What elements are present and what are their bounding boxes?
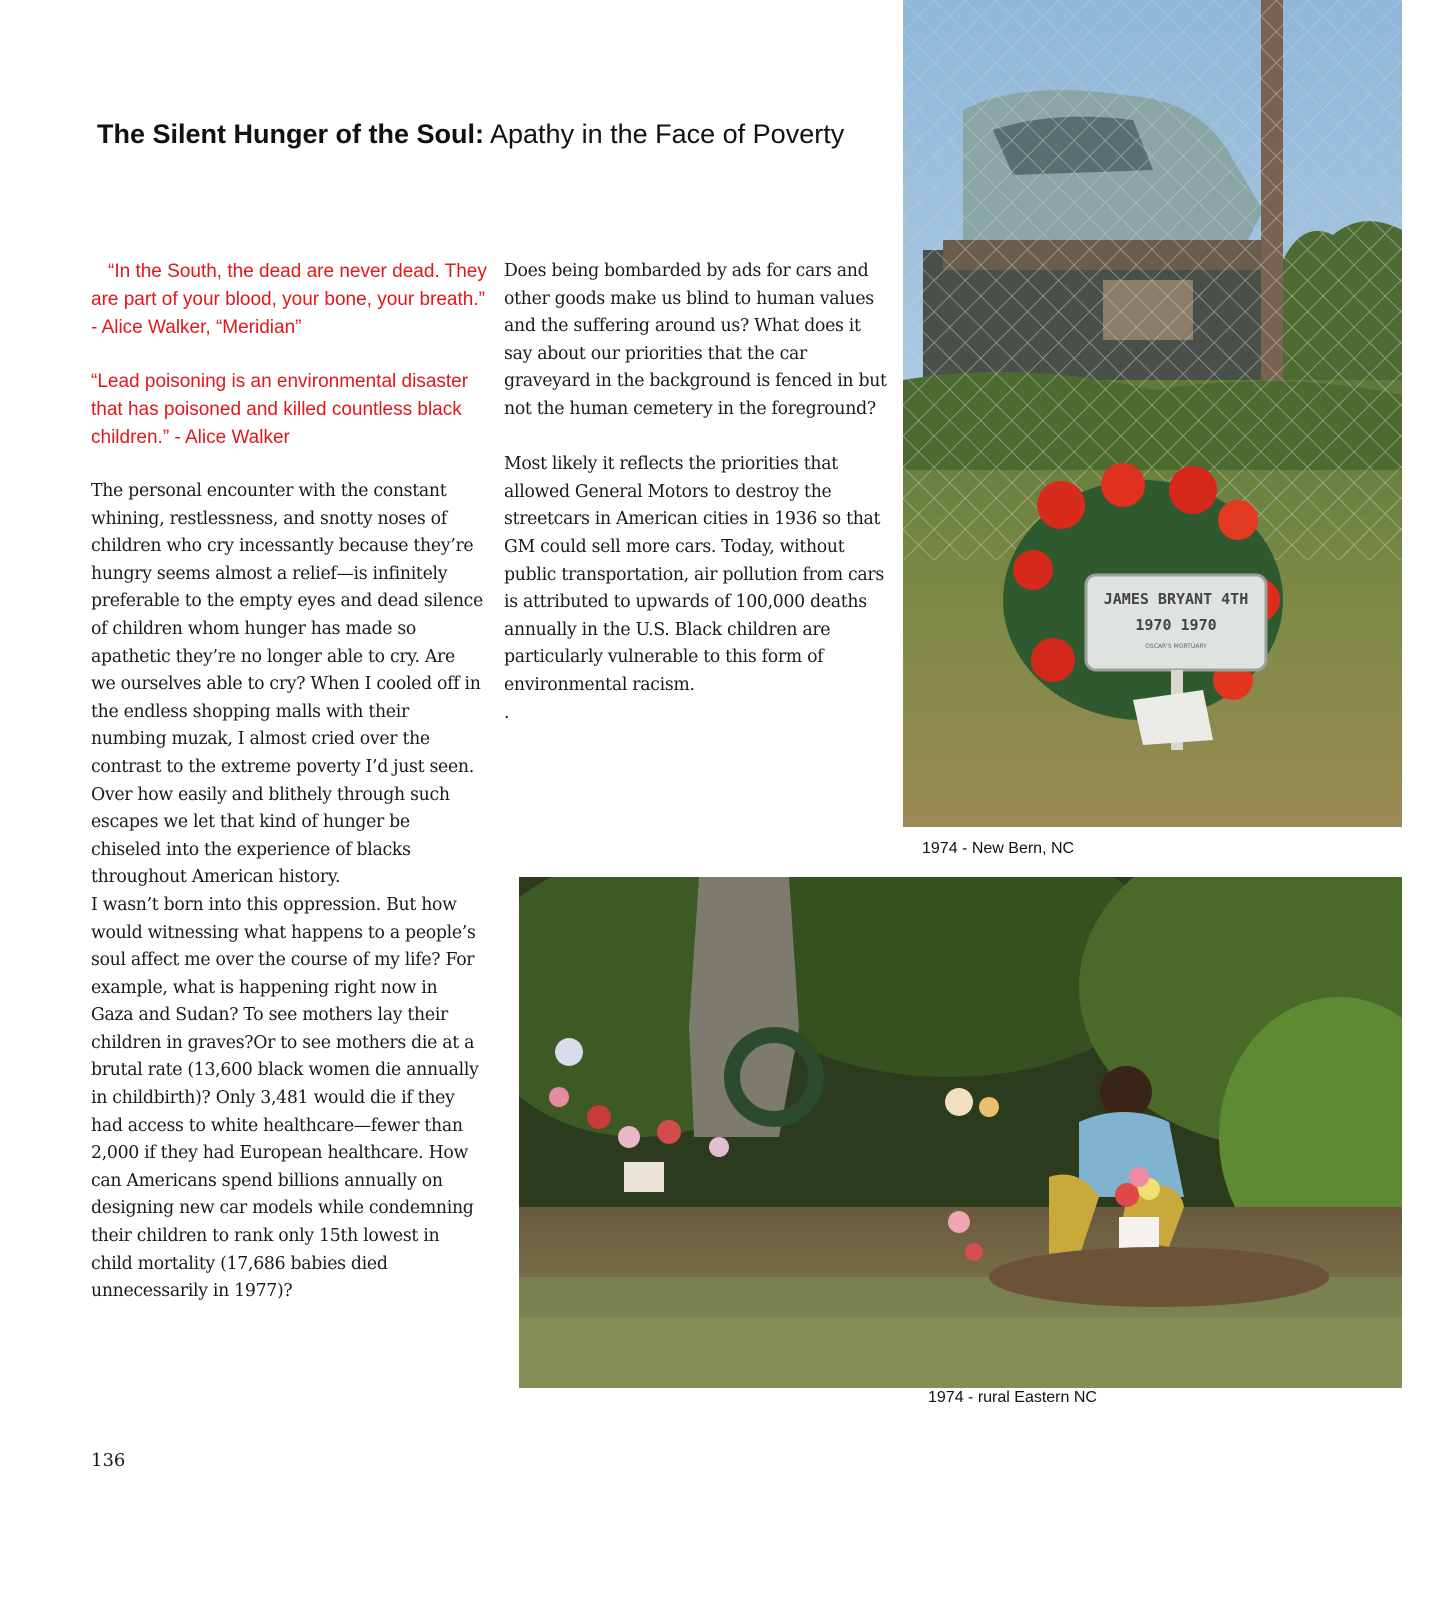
body-column-right bbox=[504, 258, 890, 727]
marker-years-text: 1970 1970 bbox=[1135, 616, 1217, 634]
marker-name-text: JAMES BRYANT 4TH bbox=[1103, 590, 1249, 608]
photo-grave-marker-new-bern bbox=[903, 0, 1402, 827]
marker-mortuary-text: OSCAR'S MORTUARY bbox=[1145, 643, 1207, 650]
body-paragraph: I wasn’t born into this oppression. But how would witnessing what happens to a people’s soul affect me over the course of my life? For example, what is happening right now in Gaza and Sudan? To see mothers lay their children in graves?Or to see mothers die at a brutal rate (13,600 black women die annually in childbirth)? Only 3,481 would die if they had access to white healthcare—fewer than 2,000 if they had European healthcare. How can Americans spend billions annually on designing new car models while condemning their children to rank only 15th lowest in child mortality (17,686 babies died unnecessarily in 1977)? bbox=[91, 894, 479, 1302]
body-paragraph-dot: . bbox=[504, 702, 510, 723]
photo-woman-at-grave bbox=[519, 877, 1402, 1388]
photo-caption-top: 1974 - New Bern, NC bbox=[922, 840, 1075, 857]
body-paragraph: Most likely it reflects the priorities that allowed General Motors to destroy the streetcars in American cities in 1936 so that GM could sell more cars. Today, without public transportation, air pollution from cars is attributed to upwards of 100,000 deaths annually in the U.S. Black children are particularly vulnerable to this form of environmental racism. bbox=[504, 454, 884, 695]
title-light-part: Apathy in the Face of Poverty bbox=[484, 119, 845, 149]
title-bold-part: The Silent Hunger of the Soul: bbox=[97, 119, 484, 149]
page-title bbox=[97, 117, 897, 151]
body-paragraph: The personal encounter with the constant whining, restlessness, and snotty noses of children who cry incessantly because they’re hungry seems almost a relief—is infinitely preferable to the empty eyes and dead silence of children whom hunger has made so apathetic they’re no longer able to cry. Are we ourselves able to cry? When I cooled off in the endless shopping malls with their numbing muzak, I almost cried over the contrast to the extreme poverty I’d just seen. Over how easily and blithely through such escapes we let that kind of hunger be chiseled into the experience of blacks throughout American history. bbox=[91, 481, 483, 888]
page-number: 136 bbox=[91, 1450, 126, 1471]
pull-quote-lead-poisoning: “Lead poisoning is an environmental disaster that has poisoned and killed countless black children.” - Alice Walker bbox=[91, 371, 469, 448]
grave-marker-photo bbox=[903, 0, 1402, 827]
photo-caption-bottom: 1974 - rural Eastern NC bbox=[928, 1389, 1097, 1406]
body-paragraph: Does being bombarded by ads for cars and other goods make us blind to human values and the suffering around us? What does it say about our priorities that the car graveyard in the background is fenced in but not the human cemetery in the foreground? bbox=[504, 261, 887, 419]
pull-quote-meridian: “In the South, the dead are never dead. They are part of your blood, your bone, your breath.” - Alice Walker, “Meridian” bbox=[91, 261, 487, 338]
body-column-left bbox=[91, 478, 483, 1306]
woman-at-grave-photo bbox=[519, 877, 1402, 1388]
